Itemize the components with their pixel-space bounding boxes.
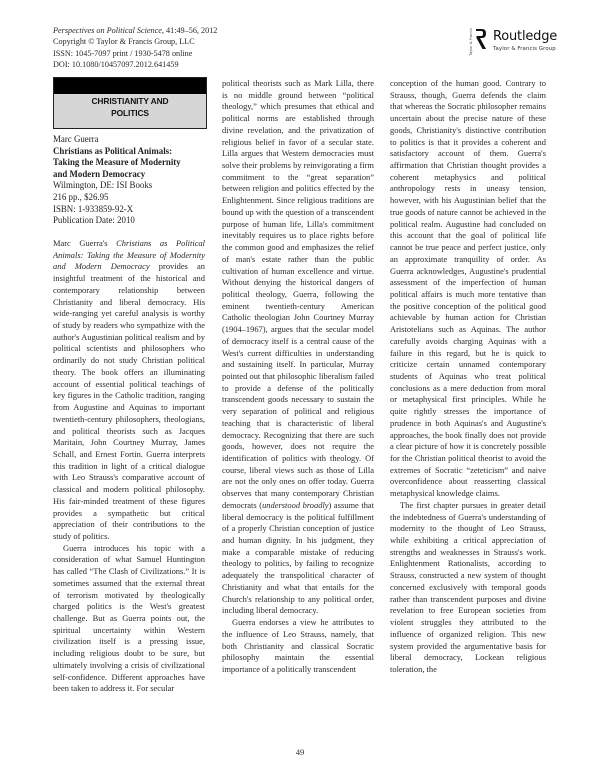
- logo-vertical-text: Taylor & Francis: [469, 28, 473, 56]
- paragraph-text: ) assume that liberal democracy is the political fulfillment of a properly Christian conception of justice and human dignity. In his judgment, they make a comparable mistake of reducing theology to politics, by failing to recognize adequately the transpolitical character of Christianity and what that entails for the Church's relationship to any political order, including liberal democracy.: [222, 499, 374, 616]
- issn-line: ISSN: 1045-7097 print / 1930-5478 online: [53, 48, 193, 58]
- review-paragraph: Guerra endorses a view he attributes to the influence of Leo Strauss, namely, that both Christianity and classical Socratic philosophy maintain the essential importance of a politically transcendent: [222, 617, 374, 674]
- review-paragraph: [222, 78, 374, 617]
- review-paragraph: [53, 238, 205, 543]
- paragraph-text: provides an insightful treatment of the historical and contemporary relationship between Christianity and liberal democracy. His wide-ranging yet careful analysis is worthy of study by readers who sympathize with the author's Augustinian political realism and by political scientists and philosophers who ordinarily do not study Christian political theory. The book offers an illuminating account of essential political teachings of key figures in the Catholic tradition, ranging from Augustine and Aquinas to important twentieth-century philosophers, theologians, and political theorists such as Jacques Maritain, John Courtney Murray, James Schall, and Ernest Fortin. Guerra interprets this tradition in light of a critical dialogue with Leo Strauss's comparative account of classical and modern political philosophy. His fair-minded treatment of these figures provides a sympathetic but critical appreciation of their contributions to the study of politics.: [53, 261, 205, 541]
- book-pub-date: Publication Date: 2010: [53, 215, 135, 226]
- section-title-line1: CHRISTIANITY AND: [91, 96, 169, 106]
- section-title-line2: POLITICS: [111, 107, 149, 118]
- book-publisher: Wilmington, DE: ISI Books: [53, 180, 153, 191]
- book-pages-price: 216 pp., $26.95: [53, 191, 109, 202]
- paragraph-text: political theorists such as Mark Lilla, there is no middle ground between “political theology,” which presumes that ethical and political norms are established through divine revelation, and the privatization of religious belief in favor of a secular state. Lilla argues that Western democracies must solve their problems by reinvigorating a firm commitment to the “great separation” between religion and politics effected by the Enlightenment. Since religious traditions are bound up with the question of a transcendent purpose of human life, Lilla's commitment inevitably requires us to place rights before the common good and emphasizes the relief of man's estate rather than the public cultivation of human excellence and virtue. Without denying the historical dangers of political theology, Guerra, following the eminent twentieth-century American Catholic theologian John Courtney Murray (1904–1967), argues that the secular model of democracy itself is a central cause of the West's current difficulties in understanding and sustaining itself. In particular, Murray pointed out that philosophic liberalism failed to provide a defense of the politically transcendent goods necessary to sustain the very separation of political and religious teaching that is characteristic of liberal democracy. Recognizing that there are such goods, however, does not require the identification of politics with theology. Of course, liberal views such as those of Lilla are not the only ones on offer today. Guerra observes that many contemporary Christian democrats (: [222, 78, 374, 510]
- book-title-line3: and Modern Democracy: [53, 168, 146, 179]
- review-paragraph: The first chapter pursues in greater detail the indebtedness of Guerra's understanding of modernity to the thought of Leo Strauss, while exhibiting a critical appreciation of strengths and weaknesses in Strauss's work. Enlightenment Rationalists, according to Strauss, constructed a new system of thought concerned exclusively with temporal goods rather than transcendent purposes and divine revelation to free European societies from violent struggles they attributed to the influence of organized religion. This new system provided the argumentative basis for liberal democracy, Lockean religious toleration, the: [390, 499, 546, 674]
- section-header-box: [53, 77, 207, 129]
- section-title: [54, 94, 206, 119]
- section-header-bar: [54, 78, 206, 94]
- article-metadata: [53, 25, 217, 71]
- copyright-line: Copyright © Taylor & Francis Group, LLC: [53, 37, 195, 47]
- italic-phrase: understood broadly: [262, 499, 329, 510]
- book-isbn: ISBN: 1-933859-92-X: [53, 203, 134, 214]
- book-title-line2: Taking the Measure of Modernity: [53, 157, 181, 168]
- paragraph-text: Marc Guerra's: [53, 238, 117, 248]
- journal-citation: [53, 25, 217, 36]
- book-title-line1: Christians as Political Animals:: [53, 145, 173, 156]
- journal-name: Perspectives on Political Science: [53, 26, 162, 35]
- routledge-r-icon: [475, 28, 487, 50]
- page-number: 49: [295, 747, 305, 757]
- volume-pages-year: , 41:49–56, 2012: [161, 26, 218, 35]
- book-title-italic: Christians as Political Animals: Taking the Measure of Modernity and Modern Democracy: [53, 238, 206, 272]
- review-column-2: [222, 78, 374, 676]
- review-column-3: [390, 78, 546, 676]
- book-author: Marc Guerra: [53, 134, 99, 144]
- review-column-1: [53, 238, 205, 695]
- doi-line: DOI: 10.1080/10457097.2012.641459: [53, 60, 179, 70]
- logo-name: Routledge: [493, 29, 558, 44]
- logo-subtitle: Taylor & Francis Group: [493, 46, 556, 52]
- review-paragraph: conception of the human good. Contrary to Strauss, though, Guerra defends the claim that whereas the Socratic philosopher remains uncertain about the precise nature of these goods, Christianity's distinctive contribution to politics is that it provides a coherent and satisfactory account of them. Guerra's affirmation that Christian thought provides a coherent metaphysics and political anthropology rests in uneasy tension, however, with his Augustinian belief that the true goods of nature cannot be achieved in the political realm. Augustine had concluded on this account that the goal of political life cannot be true peace and perfect justice, only an approximate tranquility of order. As Guerra acknowledges, Augustine's prudential assessment of the imperfection of human political affairs is much more tentative than the positive conception of the political good achievable by human action for Christian Aristotelians such as Aquinas. The author carefully avoids charging Aquinas with a failure in this regard, but he is quick to criticize certain unnamed contemporary students of Aquinas who treat political conclusions as a mere deduction from moral or metaphysical first principles. While he quite rightly stresses the importance of prudence in both Aquinas's and Augustine's approaches, the book finally does not provide a clear picture of how it is concretely possible for the Christian political theorist to avoid the extremes of Socratic “zeteticism” and naive overconfidence about reasserting classical metaphysical knowledge claims.: [390, 78, 546, 499]
- publisher-logo: [469, 26, 585, 56]
- review-paragraph: Guerra introduces his topic with a consideration of what Samuel Huntington has called “The Clash of Civilizations.” It is sometimes assumed that the external threat of terrorism motivated by theologically charged politics is the West's greatest challenge. But as Guerra points out, the spiritual uncertainty within Western civilization itself is a pressing issue, including religious doubt to be sure, but ultimately involving a crisis of civilizational self-confidence. Different approaches have been taken to address it. For secular: [53, 542, 205, 694]
- book-info: [53, 134, 209, 227]
